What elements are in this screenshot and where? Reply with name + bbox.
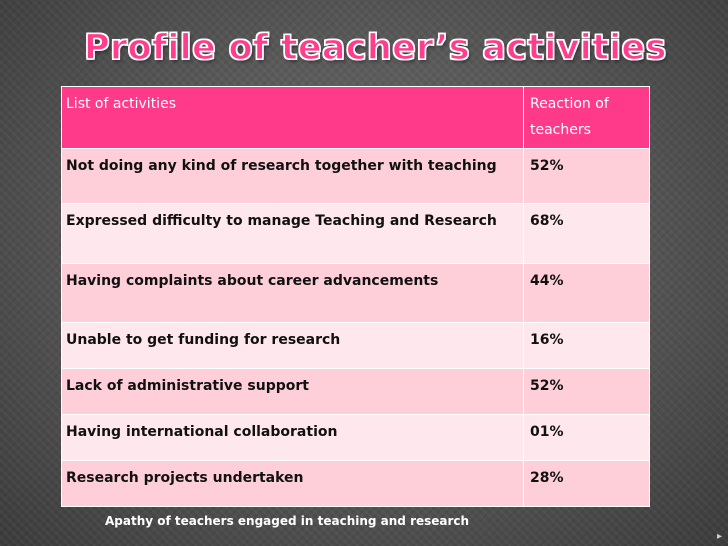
activity-cell: Having international collaboration (62, 415, 524, 461)
reaction-cell: 01% (524, 415, 650, 461)
table-header-row (62, 87, 650, 149)
reaction-cell: 28% (524, 461, 650, 507)
activity-cell: Research projects undertaken (62, 461, 524, 507)
table-row (62, 204, 650, 264)
header-cell-reaction: Reaction of teachers (524, 87, 650, 149)
reaction-cell: 44% (524, 264, 650, 323)
header-cell-activities: List of activities (62, 87, 524, 149)
slide-caption: Apathy of teachers engaged in teaching and research (105, 514, 470, 528)
table-row (62, 369, 650, 415)
activity-cell: Having complaints about career advancements (62, 264, 524, 323)
reaction-cell: 16% (524, 323, 650, 369)
next-slide-arrow-icon: ▸ (716, 531, 722, 542)
table-row (62, 264, 650, 323)
table-row (62, 461, 650, 507)
activity-cell: Unable to get funding for research (62, 323, 524, 369)
reaction-cell: 68% (524, 204, 650, 264)
activities-table (61, 86, 649, 507)
table-row (62, 323, 650, 369)
slide-title: Profile of teacher’s activities (84, 28, 667, 68)
table-row (62, 149, 650, 204)
reaction-cell: 52% (524, 369, 650, 415)
activity-cell: Expressed difficulty to manage Teaching and Research (62, 204, 524, 264)
table-row (62, 415, 650, 461)
activity-cell: Not doing any kind of research together with teaching (62, 149, 524, 204)
activity-cell: Lack of administrative support (62, 369, 524, 415)
reaction-cell: 52% (524, 149, 650, 204)
